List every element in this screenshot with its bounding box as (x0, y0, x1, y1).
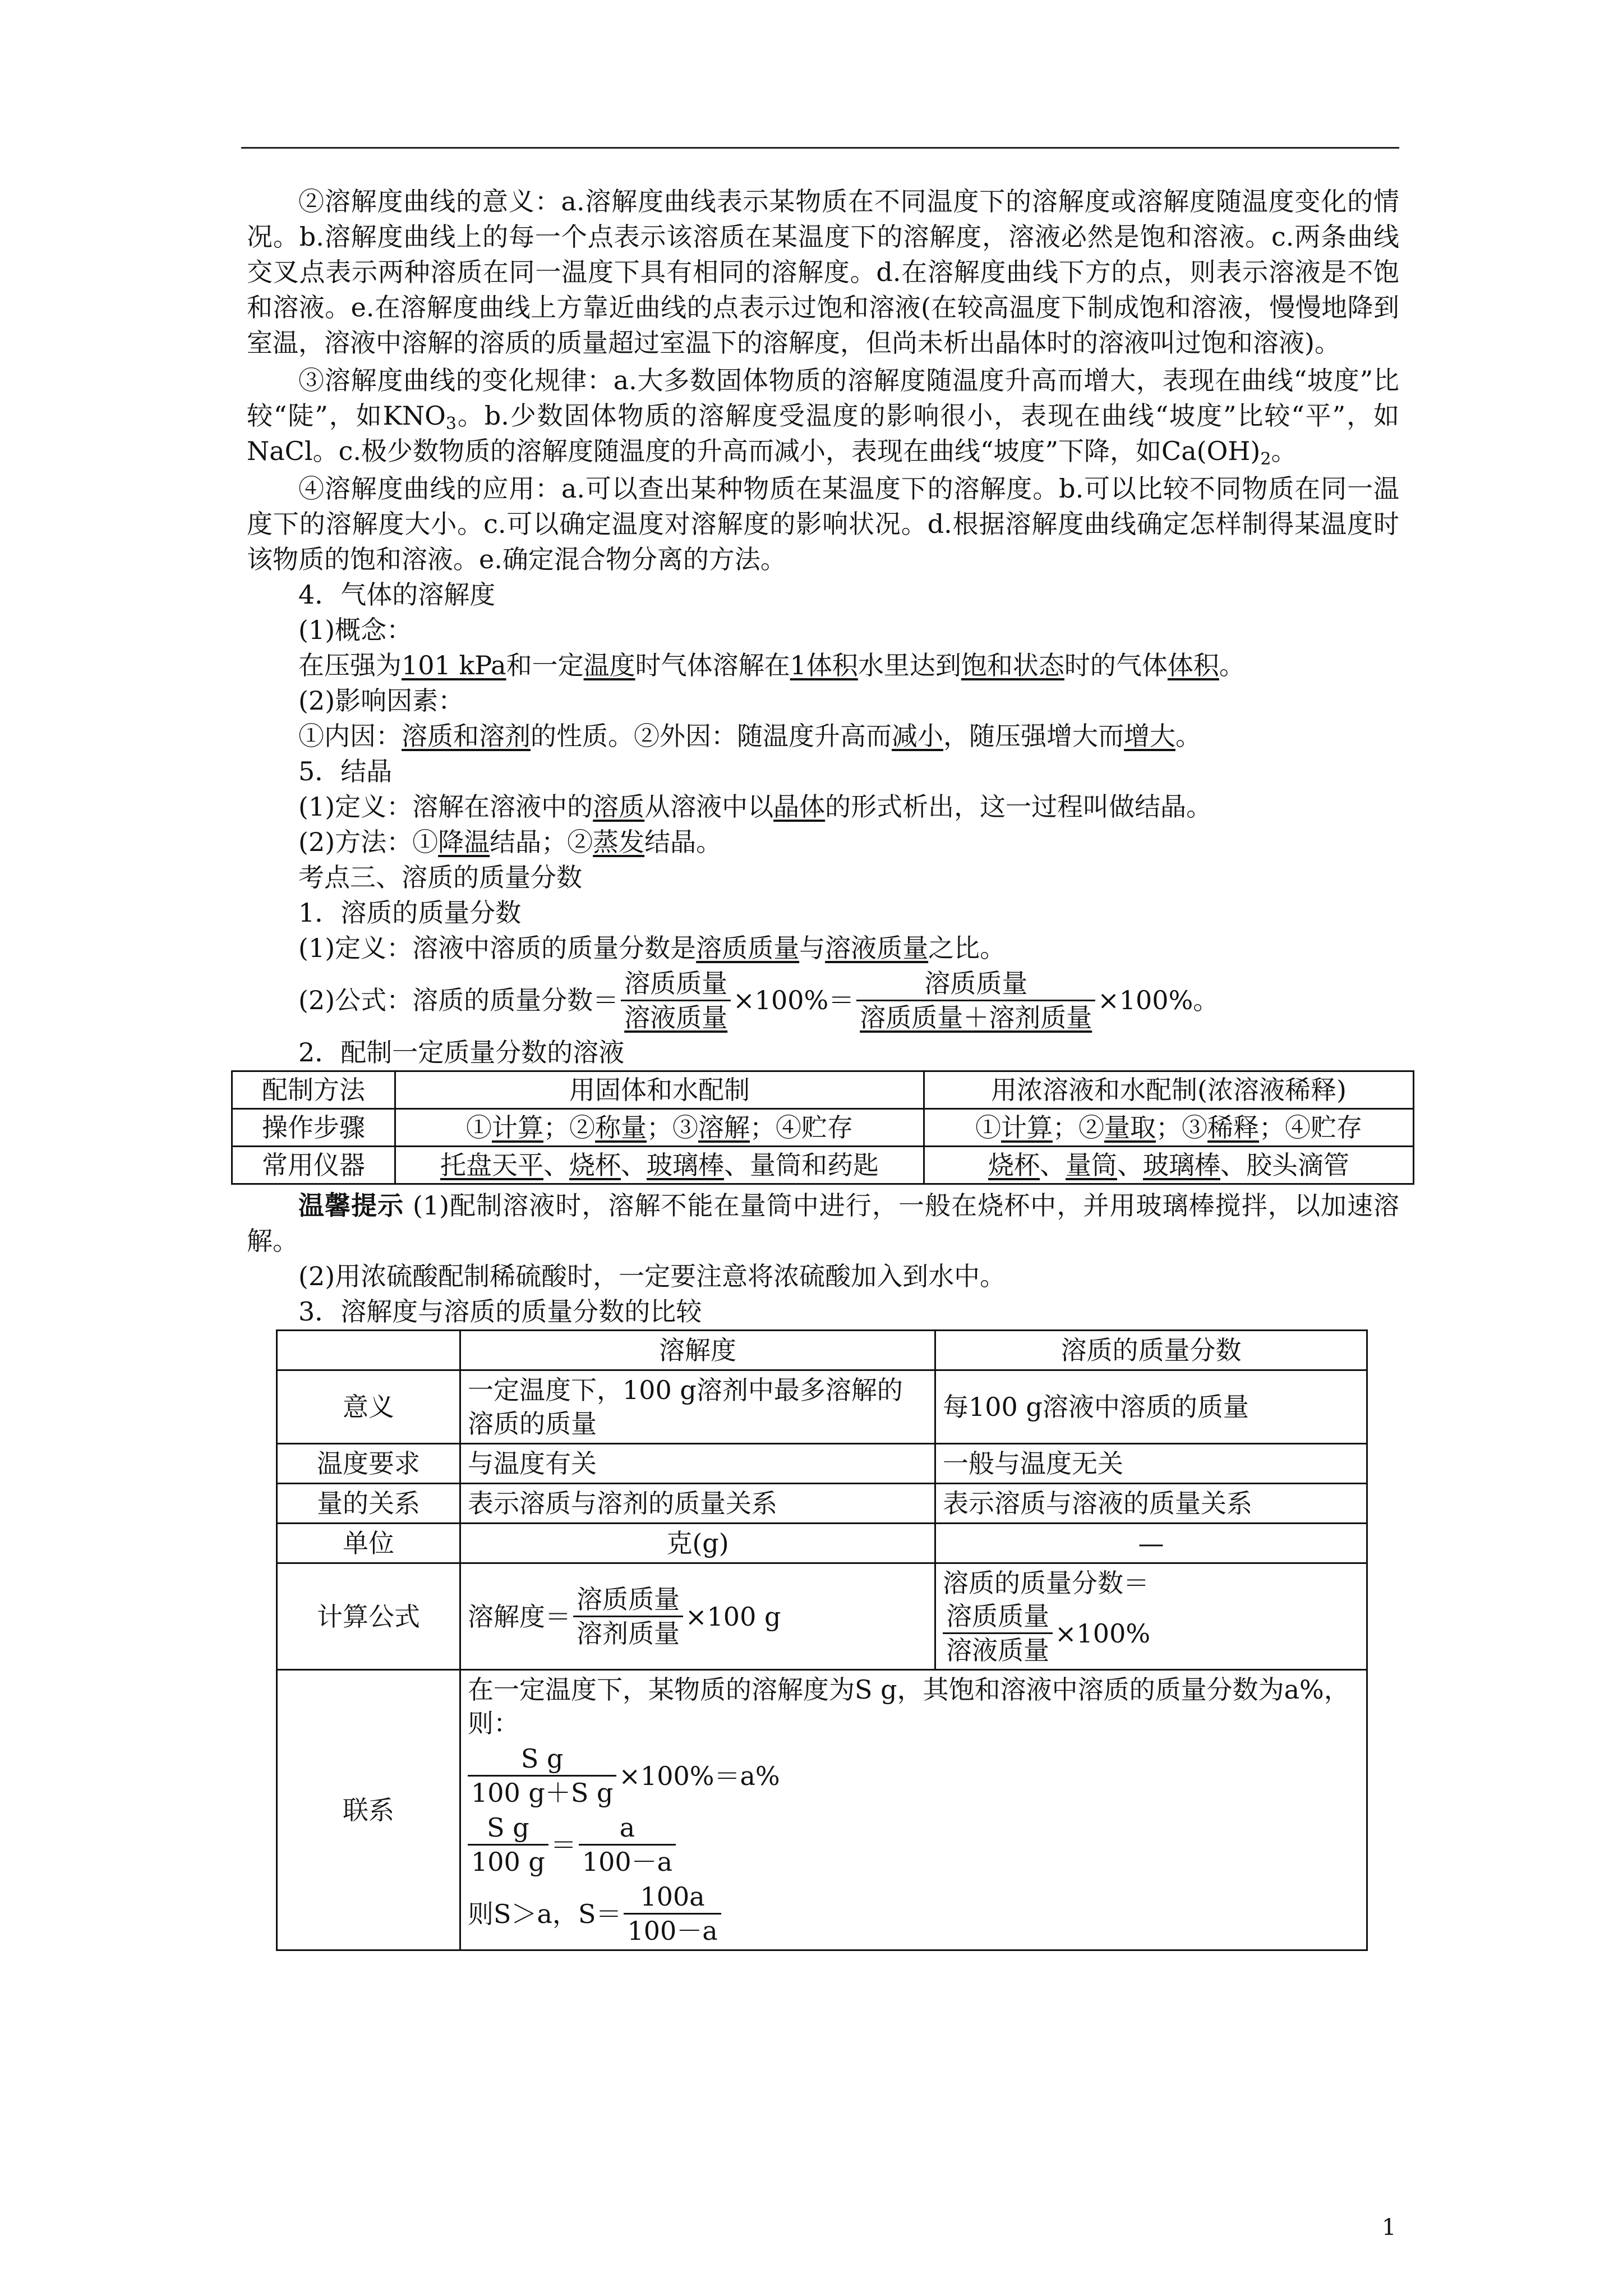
table-cell: 一定温度下，100 g溶剂中最多溶解的溶质的质量 (460, 1370, 935, 1444)
table-cell: 烧杯、量筒、玻璃棒、胶头滴管 (924, 1147, 1414, 1184)
table-cell: 克(g) (460, 1524, 935, 1563)
section-three-heading: 考点三、溶质的质量分数 (298, 862, 582, 892)
gas-factor: ①内因：溶质和溶剂的性质。②外因：随温度升高而减小，随压强增大而增大。 (298, 721, 1201, 751)
table-cell: 表示溶质与溶剂的质量关系 (460, 1484, 935, 1524)
table-cell: 溶解度＝ $\frac{\text{溶质质量}}{\text{溶剂质量}}$ ×100 g (460, 1563, 935, 1670)
crystallization-definition: (1)定义：溶解在溶液中的溶质从溶液中以晶体的形式析出，这一过程叫做结晶。 (298, 792, 1212, 822)
table-header: 配制方法 (232, 1071, 395, 1109)
row-label: 单位 (277, 1524, 460, 1563)
table-cell: 在一定温度下，某物质的溶解度为S g，其饱和溶液中溶质的质量分数为a%，则： $\frac{\text{S g}}{\text{100 g＋S g}}$ ×100%＝a% $\frac{\text{S g}}{100 g}$ ＝ $\frac{a}{100-a}$ 则S＞a，S＝ $\frac{100a}{100-a}$ (460, 1670, 1367, 1950)
table-header: 溶质的质量分数 (935, 1331, 1367, 1370)
row-label: 常用仪器 (232, 1147, 395, 1184)
crystallization-method: (2)方法：①降温结晶；②蒸发结晶。 (298, 827, 722, 857)
fraction: $\frac{\text{溶质质量}}{\text{溶液质量}}$ (943, 1600, 1053, 1667)
gas-factor-label: (2)影响因素： (298, 685, 464, 716)
preparation-table (231, 1070, 1414, 1185)
document-body (247, 184, 1399, 1951)
curve-meaning-paragraph: ②溶解度曲线的意义：a.溶解度曲线表示某物质在不同温度下的溶解度或溶解度随温度变化的情况。b.溶解度曲线上的每一个点表示该溶质在某温度下的溶解度，溶液必然是饱和溶液。c.两条曲线交叉点表示两种溶质在同一温度下具有相同的溶解度。d.在溶解度曲线下方的点，则表示溶液是不饱和溶液。e.在溶解度曲线上方靠近曲线的点表示过饱和溶液(在较高温度下制成饱和溶液，慢慢地降到室温，溶液中溶解的溶质的质量超过室温下的溶解度，但尚未析出晶体时的溶液叫过饱和溶液)。 (247, 186, 1400, 358)
tip-label: 温馨提示 (298, 1190, 404, 1221)
fraction: $\frac{\text{S g}}{100 g}$ (468, 1811, 548, 1878)
table-cell: 溶质的质量分数＝ $\frac{\text{溶质质量}}{\text{溶液质量}}$ ×100% (935, 1563, 1367, 1670)
table-cell: 表示溶质与溶液的质量关系 (935, 1484, 1367, 1524)
gas-concept: 在压强为101 kPa和一定温度时气体溶解在1体积水里达到饱和状态时的气体体积。 (298, 650, 1245, 680)
row-label: 操作步骤 (232, 1109, 395, 1147)
comparison-heading: 3．溶解度与溶质的质量分数的比较 (298, 1296, 702, 1327)
row-label: 意义 (277, 1370, 460, 1444)
fraction: $\frac{a}{100-a}$ (579, 1811, 676, 1878)
table-cell: 每100 g溶液中溶质的质量 (935, 1370, 1367, 1444)
gas-heading: 4．气体的溶解度 (298, 579, 496, 610)
table-cell: 托盘天平、烧杯、玻璃棒、量筒和药匙 (395, 1147, 924, 1184)
mass-fraction-heading: 1．溶质的质量分数 (298, 898, 522, 928)
page-number: 1 (1382, 2215, 1396, 2240)
table-cell: — (935, 1524, 1367, 1563)
curve-pattern-paragraph: ③溶解度曲线的变化规律：a.大多数固体物质的溶解度随温度升高而增大，表现在曲线“坡度”比较“陡”，如$KNO_3$。b.少数固体物质的溶解度受温度的影响很小，表现在曲线“坡度”比较“平”，如NaCl。c.极少数物质的溶解度随温度的升高而减小，表现在曲线“坡度”下降，如$Ca(OH)_2$。 (247, 365, 1399, 469)
table-cell: ①计算；②量取；③稀释；④贮存 (924, 1109, 1414, 1147)
row-label: 量的关系 (277, 1484, 460, 1524)
row-label: 联系 (277, 1670, 460, 1950)
table-cell: ①计算；②称量；③溶解；④贮存 (395, 1109, 924, 1147)
mass-fraction-formula: (2)公式：溶质的质量分数＝ $\frac{\text{溶质质量}}{\text{溶液质量}}$ ×100%＝ $\frac{\text{溶质质量}}{\text{溶质质量＋溶剂质量}}$ ×100%。 (298, 968, 1219, 1033)
row-label: 温度要求 (277, 1444, 460, 1484)
table-header: 溶解度 (460, 1331, 935, 1370)
fraction: $\frac{\text{溶质质量}}{\text{溶剂质量}}$ (573, 1583, 683, 1650)
fraction: $\frac{100a}{100-a}$ (624, 1880, 721, 1947)
table-cell: 与温度有关 (460, 1444, 935, 1484)
table-header: 用浓溶液和水配制(浓溶液稀释) (924, 1071, 1414, 1109)
crystallization-heading: 5．结晶 (298, 756, 393, 786)
tip-paragraph-2: (2)用浓硫酸配制稀硫酸时，一定要注意将浓硫酸加入到水中。 (298, 1261, 1006, 1291)
curve-application-paragraph: ④溶解度曲线的应用：a.可以查出某种物质在某温度下的溶解度。b.可以比较不同物质在同一温度下的溶解度大小。c.可以确定温度对溶解度的影响状况。d.根据溶解度曲线确定怎样制得某温度时该物质的饱和溶液。e.确定混合物分离的方法。 (247, 473, 1399, 574)
row-label: 计算公式 (277, 1563, 460, 1670)
fraction: $\frac{\text{溶质质量}}{\text{溶液质量}}$ (621, 967, 731, 1034)
gas-concept-label: (1)概念： (298, 615, 413, 645)
table-header: 用固体和水配制 (395, 1071, 924, 1109)
mass-fraction-definition: (1)定义：溶液中溶质的质量分数是溶质质量与溶液质量之比。 (298, 933, 1006, 963)
table-corner (277, 1331, 460, 1370)
fraction: $\frac{\text{S g}}{\text{100 g＋S g}}$ (468, 1742, 616, 1809)
tip-paragraph: 温馨提示 (1)配制溶液时，溶解不能在量筒中进行，一般在烧杯中，并用玻璃棒搅拌，以加速溶解。 (247, 1190, 1400, 1256)
fraction: $\frac{\text{溶质质量}}{\text{溶质质量＋溶剂质量}}$ (856, 967, 1095, 1034)
table-cell: 一般与温度无关 (935, 1444, 1367, 1484)
comparison-table (276, 1329, 1368, 1951)
preparation-heading: 2．配制一定质量分数的溶液 (298, 1037, 625, 1068)
header-rule (241, 147, 1399, 149)
